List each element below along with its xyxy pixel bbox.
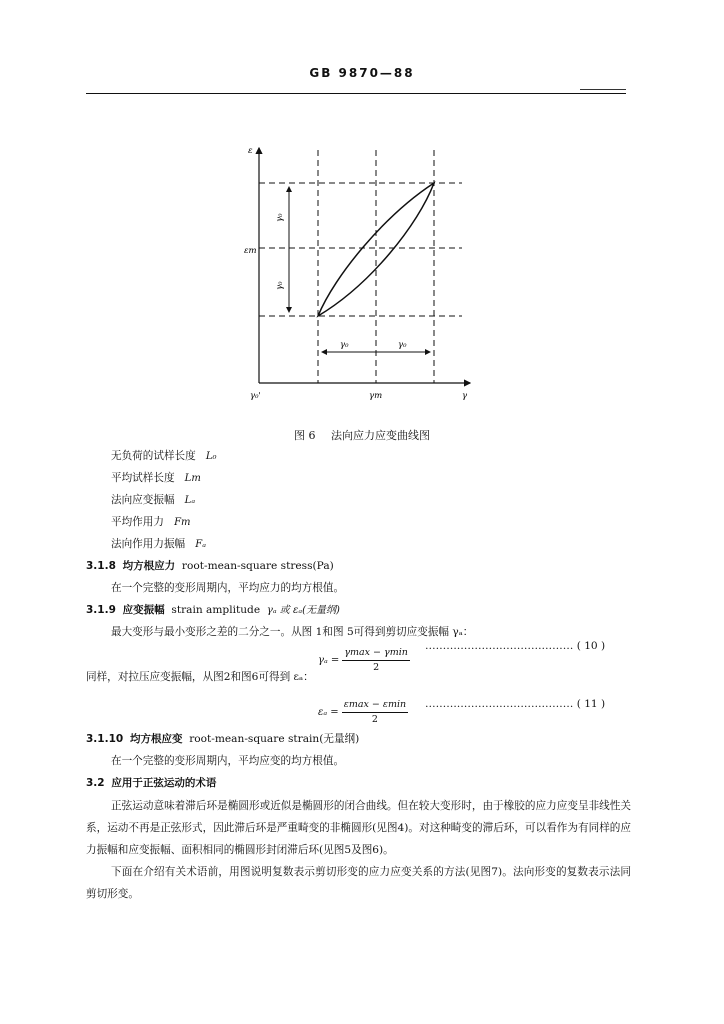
y-mean-label: εm [244,246,257,256]
formula-10-leader [425,639,605,653]
definition-term: 法向应变振幅 [111,494,175,506]
section-title: 均方根应力 [122,560,176,572]
section-title: 均方根应变 [129,733,183,745]
upper-amplitude-label: γ₀ [275,213,285,222]
section-paragraph: 下面在介绍有关术语前，用图说明复数表示剪切形变的应力应变关系的方法(见图7)。法向形变的复数表示法同剪切形变。 [86,866,631,900]
section-number: 3.1.8 [86,560,116,572]
stress-strain-figure [0,0,724,420]
definition-symbol: Fₐ [195,539,206,550]
definition-symbol: Fm [174,517,191,528]
formula-number: ( 11 ) [576,698,606,710]
definition-item [111,515,191,530]
figure-caption [0,427,724,443]
formula-number: ( 10 ) [576,640,606,652]
section-heading [86,603,340,618]
section-body: 在一个完整的变形周期内，平均应变的均方根值。 [111,755,345,767]
definition-symbol: L₀ [205,451,217,462]
formula-fraction [342,646,410,675]
section-paragraph: 正弦运动意味着滞后环是椭圆形或近似是椭圆形的闭合曲线。但在较大变形时，由于橡胶的应力应变呈非线性关系，运动不再是正弦形式，因此滞后环是严重畸变的非椭圆形(见图4)。对这种畸变的滞后环，可以看作为有同样的应力振幅和应变振幅、面积相同的椭圆形封闭滞后环(见图5及图6)。 [86,800,631,856]
section-english: strain amplitude [171,604,261,616]
definition-symbol: Lₐ [184,495,196,506]
definition-term: 法向作用力振幅 [111,538,186,550]
x-axis-label: γ [462,391,468,401]
section-symbols: γₐ 或 εₐ(无量纲) [266,605,340,616]
section-body: 最大变形与最小变形之差的二分之一。从图 1和图 5可得到剪切应变振幅 γₐ： [111,626,474,638]
section-title: 应用于正弦运动的术语 [111,777,217,789]
formula-denominator: 2 [371,714,378,725]
definition-item [111,449,217,464]
formula-numerator: εmax − εmin [342,698,408,713]
y-axis-label: ε [248,146,253,156]
definition-term: 平均试样长度 [111,472,175,484]
section-body: 在一个完整的变形周期内，平均应力的均方根值。 [111,582,345,594]
formula-fraction [342,698,408,727]
formula-numerator: γmax − γmin [342,646,410,661]
section-number: 3.2 [86,777,105,789]
formula-10 [318,646,410,675]
section-heading [86,776,216,790]
section-heading [86,732,359,746]
definition-item [111,493,195,508]
formula-dots: …………………………………… [425,698,574,710]
figure-caption-number: 图 6 [294,429,316,442]
definition-term: 无负荷的试样长度 [111,450,196,462]
section-number: 3.1.9 [86,604,116,616]
definition-item [111,471,201,486]
right-arrow-label: γ₀ [398,340,407,350]
x-mean-label: γm [369,391,383,401]
section-number: 3.1.10 [86,733,124,745]
formula-intro: 同样，对拉压应变振幅，从图2和图6可得到 εₐ： [86,671,314,683]
formula-denominator: 2 [373,662,380,673]
origin-label: γ₀' [250,391,261,401]
definition-item [111,537,206,552]
formula-lhs: εₐ = [318,707,339,718]
section-heading [86,559,334,573]
formula-lhs: γₐ = [318,655,340,666]
definition-term: 平均作用力 [111,516,164,528]
figure-caption-title: 法向应力应变曲线图 [331,429,430,442]
formula-11-leader [425,697,605,711]
section-english: root-mean-square stress(Pa) [181,560,334,572]
lower-amplitude-label: γ₀ [275,281,285,290]
section-english: root-mean-square strain(无量纲) [189,733,360,745]
page-header: GB 9870—88 [309,66,415,80]
section-title: 应变振幅 [122,604,165,616]
definition-symbol: Lm [184,473,201,484]
left-arrow-label: γ₀ [340,340,349,350]
formula-dots: …………………………………… [425,640,574,652]
formula-11 [318,698,408,727]
